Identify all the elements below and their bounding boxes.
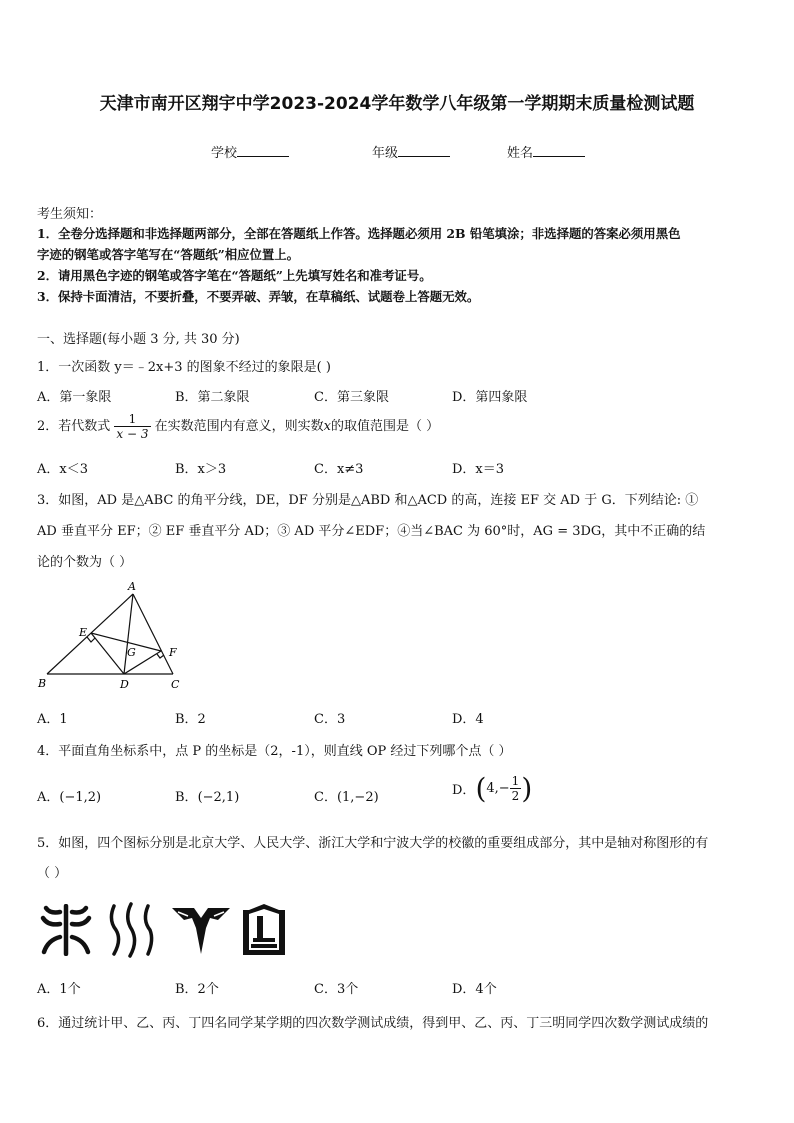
q1-option-b[interactable]: B．第二象限 — [175, 390, 250, 405]
q2-stem — [37, 412, 439, 441]
label-c: C — [171, 678, 180, 691]
q6-line1: 6．通过统计甲、乙、丙、丁四名同学某学期的四次数学测试成绩，得到甲、乙、丙、丁三明同学四次数学测试成绩的 — [37, 1016, 709, 1031]
q2-option-d[interactable]: D．x＝3 — [452, 462, 505, 477]
q2-fraction — [114, 412, 150, 441]
q4-option-d-open-paren: ( — [475, 772, 487, 805]
label-g: G — [127, 646, 136, 659]
q2-stem-c: 的取值范围是（ ） — [331, 419, 440, 434]
q3-line2: AD 垂直平分 EF；② EF 垂直平分 AD；③ AD 平分∠EDF；④当∠BAC 为 60°时，AG = 3DG，其中不正确的结 — [37, 524, 706, 539]
q4-option-d-prefix: 4,− — [486, 781, 510, 796]
school-label: 学校 — [211, 146, 238, 161]
renmin-university-emblem-icon — [106, 902, 156, 958]
zhejiang-university-emblem-icon — [170, 906, 232, 956]
q4-option-d-close-paren: ) — [521, 772, 533, 805]
page-title: 天津市南开区翔宇中学2023-2024学年数学八年级第一学期期末质量检测试题 — [99, 94, 695, 114]
q4-option-b-label: B． — [175, 790, 198, 805]
ningbo-university-emblem-icon — [241, 904, 287, 956]
q4-option-a[interactable] — [37, 786, 101, 805]
label-a: A — [128, 580, 136, 593]
label-e: E — [79, 626, 88, 639]
grade-field — [372, 142, 450, 161]
label-f: F — [169, 646, 177, 659]
label-b: B — [38, 677, 47, 690]
q2-option-c[interactable]: C．x≠3 — [314, 462, 364, 477]
q4-option-c-label: C． — [314, 790, 337, 805]
q4-stem: 4．平面直角坐标系中，点 P 的坐标是（2，-1），则直线 OP 经过下列哪个点（ ） — [37, 744, 512, 759]
label-d: D — [120, 678, 129, 691]
q4-option-d-fraction — [510, 774, 522, 803]
notice-item3: 3．保持卡面清洁，不要折叠，不要弄破、弄皱，在草稿纸、试题卷上答题无效。 — [37, 289, 480, 304]
grade-blank — [398, 144, 450, 157]
q2-fraction-denominator: x − 3 — [116, 427, 149, 441]
q4-option-d-numerator: 1 — [511, 774, 520, 788]
school-field — [211, 142, 289, 161]
q4-option-a-value: (−1,2) — [59, 790, 102, 805]
q3-option-d[interactable]: D．4 — [452, 712, 484, 727]
q5-option-b[interactable]: B．2个 — [175, 982, 219, 997]
q2-variable: x — [323, 419, 332, 434]
q4-option-a-label: A． — [37, 790, 60, 805]
notice-item2: 2．请用黑色字迹的钢笔或答字笔在“答题纸”上先填写姓名和准考证号。 — [37, 268, 432, 283]
q4-option-d-denominator: 2 — [511, 789, 520, 803]
q3-option-a[interactable]: A．1 — [37, 712, 68, 727]
q5-option-d[interactable]: D．4个 — [452, 982, 497, 997]
grade-label: 年级 — [372, 146, 399, 161]
q2-stem-a: 2．若代数式 — [37, 419, 111, 434]
q5-option-c[interactable]: C．3个 — [314, 982, 359, 997]
q3-option-c[interactable]: C．3 — [314, 712, 346, 727]
q2-fraction-numerator: 1 — [114, 412, 150, 427]
q5-line2: （ ） — [37, 866, 68, 881]
q3-line3: 论的个数为（ ） — [37, 555, 133, 570]
q2-stem-b: 在实数范围内有意义，则实数 — [154, 419, 324, 434]
notice-item1-line1: 1．全卷分选择题和非选择题两部分，全部在答题纸上作答。选择题必须用 2B 铅笔填涂；非选择题的答案必须用黑色 — [37, 226, 681, 241]
q5-line1: 5．如图，四个图标分别是北京大学、人民大学、浙江大学和宁波大学的校徽的重要组成部分，其中是轴对称图形的有 — [37, 836, 709, 851]
q4-option-d[interactable] — [452, 772, 532, 805]
notice-heading: 考生须知： — [37, 207, 103, 222]
q4-option-b[interactable] — [175, 786, 239, 805]
notice-item1-line2: 字迹的钢笔或答字笔写在“答题纸”相应位置上。 — [37, 247, 300, 262]
q3-line1: 3．如图，AD 是△ABC 的角平分线，DE，DF 分别是△ABD 和△ACD 的高，连接 EF 交 AD 于 G．下列结论: ① — [37, 493, 699, 508]
school-blank — [237, 144, 289, 157]
name-blank — [533, 144, 585, 157]
q2-option-a[interactable]: A．x＜3 — [37, 462, 88, 477]
q4-option-c[interactable] — [314, 786, 379, 805]
q1-option-a[interactable]: A．第一象限 — [37, 390, 112, 405]
name-label: 姓名 — [507, 146, 534, 161]
q1-option-d[interactable]: D．第四象限 — [452, 390, 528, 405]
q2-option-b[interactable]: B．x＞3 — [175, 462, 227, 477]
q4-option-d-label: D． — [452, 783, 476, 798]
name-field — [507, 142, 585, 161]
q3-option-b[interactable]: B．2 — [175, 712, 206, 727]
q1-option-c[interactable]: C．第三象限 — [314, 390, 389, 405]
q5-option-a[interactable]: A．1个 — [37, 982, 81, 997]
q4-option-c-value: (1,−2) — [336, 790, 379, 805]
q4-option-b-value: (−2,1) — [197, 790, 240, 805]
q1-stem: 1．一次函数 y＝﹣2x+3 的图象不经过的象限是( ) — [37, 360, 331, 375]
peking-university-emblem-icon — [40, 904, 92, 956]
q3-triangle-figure — [35, 578, 185, 696]
section-heading: 一、选择题(每小题 3 分, 共 30 分) — [37, 332, 240, 347]
